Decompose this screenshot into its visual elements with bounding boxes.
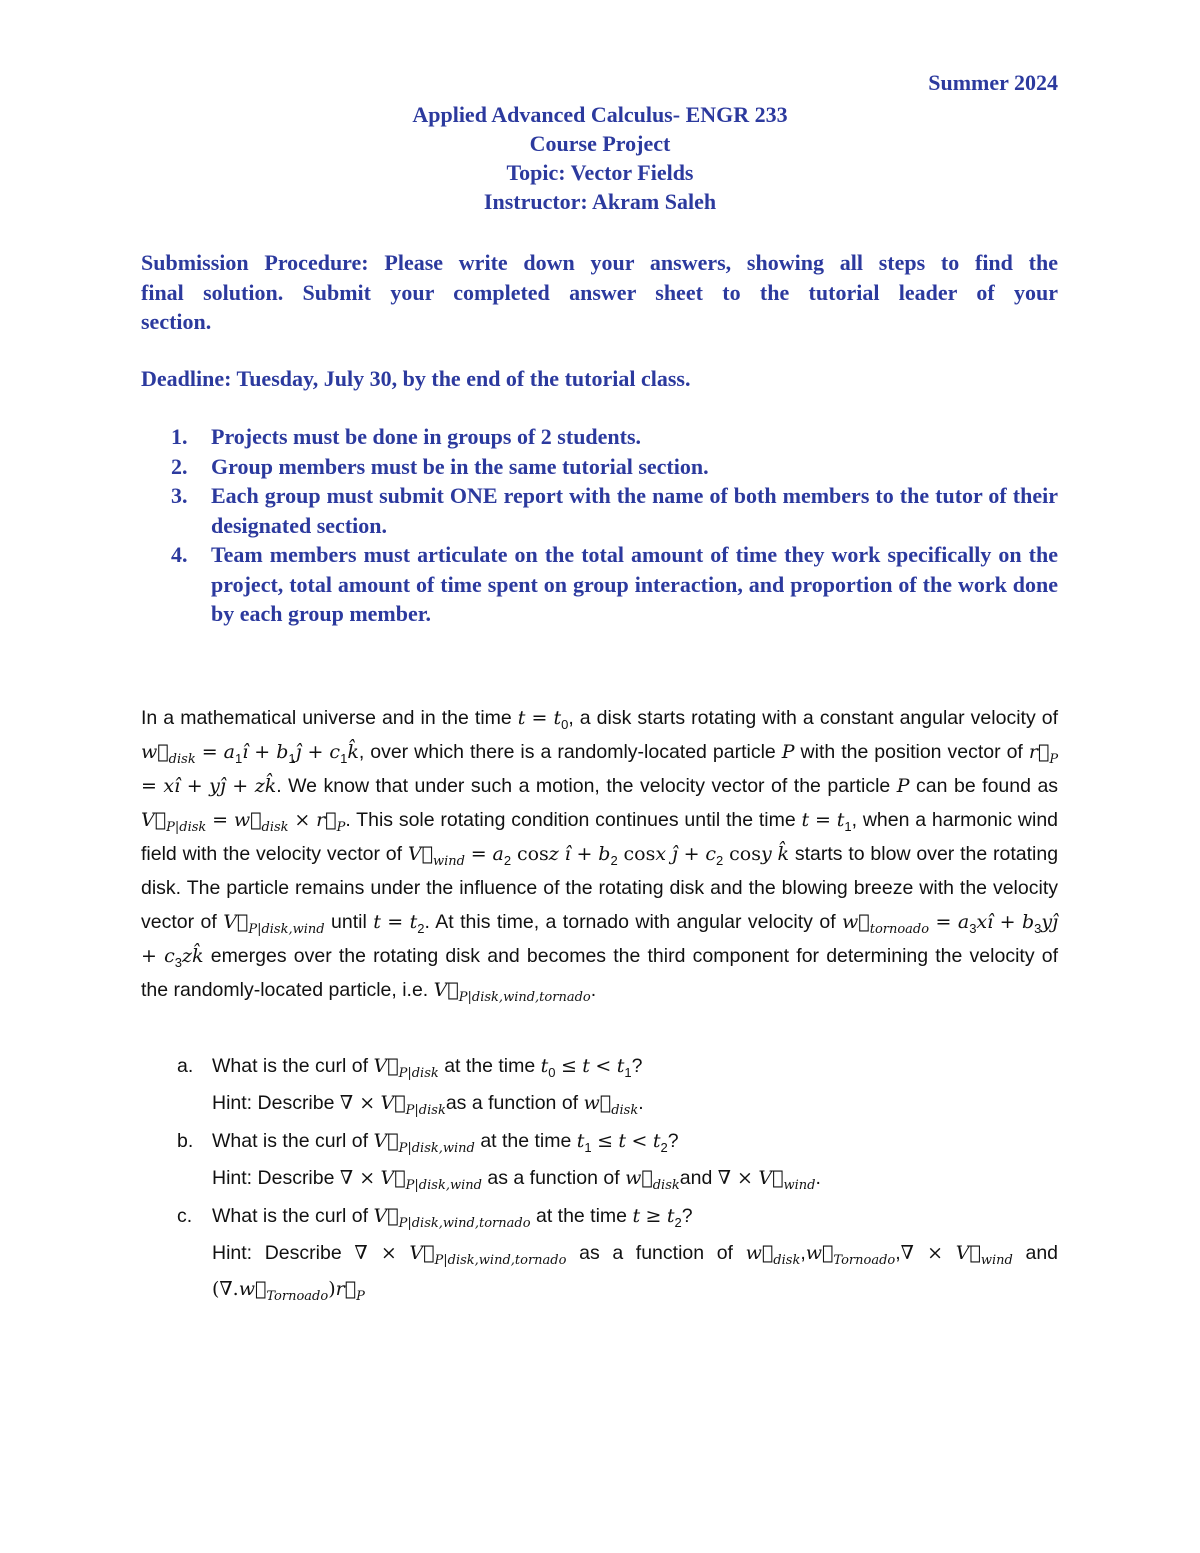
text-run: What is the curl of — [212, 1205, 369, 1227]
problem-statement: In a mathematical universe and in the time $t = t_0$, a disk starts rotating with a constant angular velocity of $w⃗_{disk}$ = $a_1î$ + $b_1ĵ$ + $c_1k̂$, over which there is a randomly-located particle P with the position vector of $r⃗_P$ = xî + yĵ + zk̂. We know that under such a motion, the velocity vector of the particle P can be found as $V⃗_{P|disk}$ = $w⃗_{disk}$ × $r⃗_P$. This sole rotating condition continues until the time $t = t_1$, when a harmonic wind field with the velocity vector of $V⃗_{wind} = a_2$ cosz î + $b_2$ cosx ĵ + $c_2$ cosy k̂ starts to blow over the rotating disk. The particle remains under the influence of the rotating disk and the blowing breeze with the velocity vector of $V⃗_{P|disk,wind}$ until $t = t_2$. At this time, a tornado with angular velocity of $w⃗_{tornoado}$ = $a_3xî$ + $b_3yĵ$ + $c_3zk̂$ emerges over the rotating disk and becomes the third component for determining the velocity of the randomly-located particle, i.e. $V⃗_{P|disk,wind,tornado}$. — [141, 707, 1059, 1005]
question-label: b. — [177, 1130, 194, 1152]
text-run: as a function of — [579, 1242, 733, 1264]
text-run: In a mathematical universe and in the time — [141, 707, 512, 729]
rule-item — [141, 422, 1058, 452]
submission-line-1: Submission Procedure: Please write down your answers, showing all steps to find the — [141, 250, 1058, 275]
text-run: Hint: Describe — [212, 1167, 335, 1189]
text-run: as a function of — [445, 1092, 579, 1114]
rule-text: Team members must articulate on the total amount of time they work specifically on the project, total amount of time spent on group interaction, and proportion of the work done by each group member. — [211, 542, 1058, 626]
text-run: Hint: Describe — [212, 1092, 335, 1114]
text-run: can be found as — [916, 775, 1059, 797]
rule-item — [141, 452, 1058, 482]
topic-title: Topic: Vector Fields — [506, 160, 694, 185]
rule-item — [141, 540, 1058, 629]
text-run: at the time — [444, 1055, 536, 1077]
instructor-title: Instructor: Akram Saleh — [483, 189, 717, 214]
document-page: Summer 2024 Applied Advanced Calculus- ENGR 233 Course Project Topic: Vector Fields Instructor: Akram Saleh Submission Procedure: Please write down your answers, showing all steps to find the final solution. Submit your completed answer sheet to the tutorial leader of your section. Deadline: Tuesday, July 30, by the end of the tutorial class. 1. Projects must be done in groups of 2 students. 2. Group members must be in the same tutorial section. 3. Each group must submit ONE report with the name of both members to the tutor of their designated section. 4. Team members must articulate on the total amount of time they work specifically on the project, total amount of time spent on group interaction, and proportion of the work done by each group member. In a mathematical universe and in the time $t = t_0$, a disk starts rotating with a constant angular velocity of $w⃗_{disk}$ = $a_1î$ + $b_1ĵ$ + $c_1k̂$, over which there is a randomly-located particle P with the position vector of $r⃗_P$ = xî + yĵ + zk̂. We know that under such a motion, the velocity vector of the particle P can be found as $V⃗_{P|disk}$ = $w⃗_{disk}$ × $r⃗_P$. This sole rotating condition continues until the time $t = t_1$, when a harmonic wind field with the velocity vector of $V⃗_{wind} = a_2$ cosz î + $b_2$ cosx ĵ + $c_2$ cosy k̂ starts to blow over the rotating disk. The particle remains under the influence of the rotating disk and the blowing breeze with the velocity vector of $V⃗_{P|disk,wind}$ until $t = t_2$. At this time, a tornado with angular velocity of $w⃗_{tornoado}$ = $a_3xî$ + $b_3yĵ$ + $c_3zk̂$ emerges over the rotating disk and becomes the third component for determining the velocity of the randomly-located particle, i.e. $V⃗_{P|disk,wind,tornado}$. a. What is the curl of $V⃗_{P|disk}$ at the time $t_0 \le t < t_1$? Hint: Describe ∇ × $V⃗_{P|disk}as$ a function of $w⃗_{disk}$. b. What is the curl of $V⃗_{P|disk,wind}$ at the time $t_1 \le t < t_2$? Hint: Describe ∇ × $V⃗_{P|disk,wind}$ as a function of $w⃗_{disk}and$ ∇ × $V⃗_{wind}$. c. What is the curl of $V⃗_{P|disk,wind,tornado}$ at the time $t \ge t_2$? Hint: Describe ∇ × $V⃗_{P|disk,wind,tornado}$ as a function of $w⃗_{disk},w⃗_{Tornoado},\nabla$ × $V⃗_{wind}$ and $(\nabla.w⃗_{Tornoado})r⃗_P$ — [0, 0, 1200, 1553]
submission-line-2: final solution. Submit your completed answer sheet to the tutorial leader of your — [141, 279, 1058, 305]
text-run: , when a harmonic wind field with the velocity vector of — [141, 809, 1059, 865]
text-run: , a disk starts rotating with a constant angular velocity of — [568, 707, 1058, 729]
deadline: Deadline: Tuesday, July 30, by the end of the tutorial class. — [141, 366, 691, 391]
text-run: , over which there is a randomly-located particle — [358, 741, 776, 763]
question-label: c. — [177, 1205, 193, 1227]
text-run: and — [679, 1167, 713, 1189]
text-run: . At this time, a tornado with angular velocity of — [424, 911, 836, 933]
term-label: Summer 2024 — [928, 70, 1058, 95]
text-run: Hint: Describe — [212, 1242, 342, 1264]
text-run: What is the curl of — [212, 1130, 369, 1152]
text-run: as a function of — [487, 1167, 620, 1189]
rule-item — [141, 481, 1058, 540]
text-run: with the position vector of — [800, 741, 1023, 763]
rules-list — [141, 422, 1058, 629]
rule-number: 4. — [171, 542, 188, 567]
text-run: at the time — [480, 1130, 572, 1152]
submission-line-3: section. — [141, 309, 212, 334]
rule-text: Each group must submit ONE report with the name of both members to the tutor of their designated section. — [211, 483, 1058, 538]
text-run: at the time — [535, 1205, 628, 1227]
rule-text: Projects must be done in groups of 2 students. — [211, 424, 642, 449]
submission-procedure — [141, 248, 1058, 337]
course-title: Applied Advanced Calculus- ENGR 233 — [412, 102, 788, 127]
text-run: . This sole rotating condition continues until the time — [345, 809, 796, 831]
project-title: Course Project — [529, 131, 671, 156]
rule-number: 1. — [171, 424, 188, 449]
text-run: . We know that under such a motion, the velocity vector of the particle — [276, 775, 891, 797]
rule-text: Group members must be in the same tutorial section. — [211, 453, 709, 479]
text-run: starts to blow over the rotating disk. The particle remains under the influence of the rotating disk and the blowing breeze with the velocity vector of — [141, 843, 1059, 933]
text-run: until — [331, 911, 367, 933]
text-run: emerges over the rotating disk and becomes the third component for determining the velocity of the randomly-located particle, i.e. — [141, 945, 1059, 1001]
text-run: What is the curl of — [212, 1055, 369, 1077]
title-block — [0, 100, 1200, 216]
question-label: a. — [177, 1055, 194, 1077]
text-run: and — [1025, 1242, 1059, 1264]
rule-number: 3. — [171, 483, 188, 508]
rule-number: 2. — [171, 453, 188, 479]
